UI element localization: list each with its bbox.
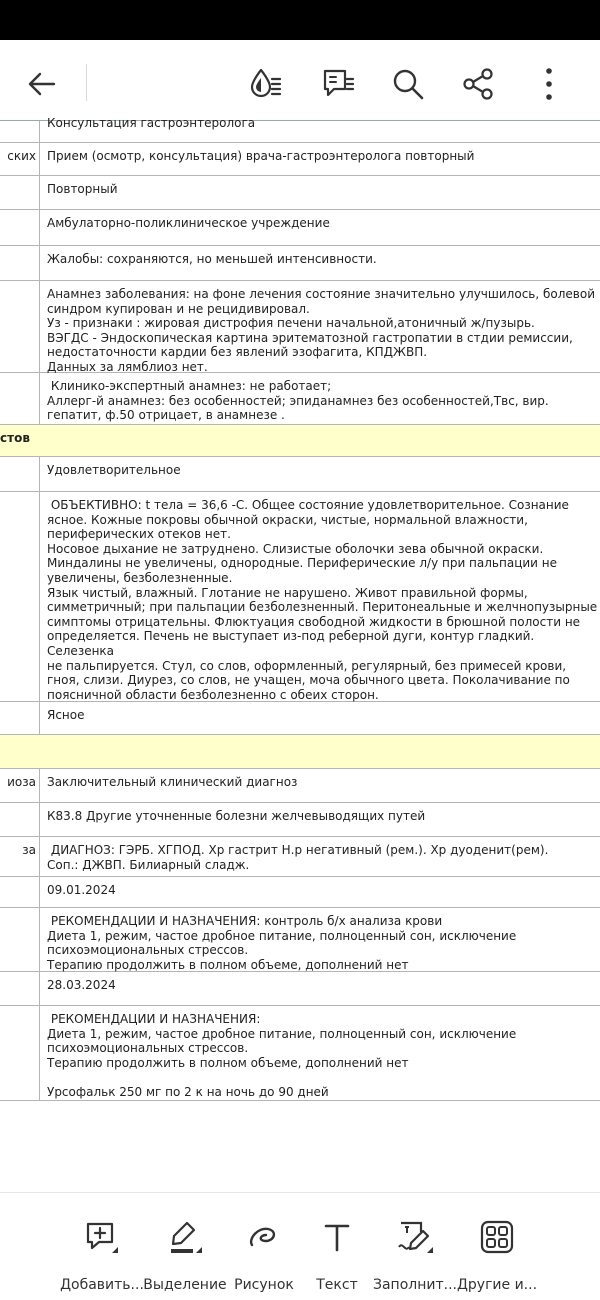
row-label-cell <box>0 176 40 209</box>
row-label-cell <box>0 281 40 372</box>
row-value: Клинико-экспертный анамнез: не работает; Аллерг-й анамнез: без особенностей; эпиданамнез без особенностей,Твс, вир. гепатит, ф.50 отрицает, в анамнезе . <box>47 379 549 423</box>
bottom-toolbar <box>0 1192 600 1300</box>
comment-icon <box>320 66 356 102</box>
row-value: Удовлетворительное <box>47 463 181 477</box>
row-label-cell <box>0 803 40 836</box>
row-value: Заключительный клинический диагноз <box>47 775 298 789</box>
row-value: Жалобы: сохраняются, но меньшей интенсивности. <box>47 252 377 266</box>
tool-label: Заполнит... <box>373 1277 457 1293</box>
more-tools-tool[interactable] <box>448 1213 546 1293</box>
back-button[interactable] <box>20 62 64 106</box>
table-row <box>0 176 600 210</box>
table-row <box>0 769 600 803</box>
row-label-cell <box>0 735 40 768</box>
table-row <box>0 116 600 143</box>
tool-label: Выделение <box>143 1277 227 1293</box>
table-row <box>0 972 600 1006</box>
row-label-cell <box>0 1006 40 1100</box>
row-label-cell <box>0 972 40 1005</box>
table-row <box>0 837 600 877</box>
reader-mode-icon <box>248 66 284 102</box>
row-label-cell <box>0 246 40 280</box>
table-row <box>0 702 600 735</box>
row-value: ОБЪЕКТИВНО: t тела = 36,6 -С. Общее состояние удовлетворительное. Сознание ясное. Кожные покровы обычной окраски, чистые, нормальной влажности, периферических отеков нет. Носовое дыхание не затруднено. Слизистые оболочки зева обычной окраски. Миндалины не увеличены, однородные. Периферические л/у при пальпации не увеличены, безболезненные. Язык чистый, влажный. Глотание не нарушено. Живот правильной формы, симметричный; при пальпации безболезненный. Перитонеальные и желчнопузырные симптомы отрицательны. Флюктуация свободной жидкости в брюшной полости не определяется. Печень не выступает из-под реберной дуги, контур гладкий. Селезенка не пальпируется. Стул, со слов, оформленный, регулярный, без примесей крови, гноя, слизи. Диурез, со слов, не учащен, моча обычного цвета. Поколачивание по поясничной области безболезненно с обеих сторон. <box>47 498 598 702</box>
share-button[interactable] <box>456 62 500 106</box>
text-icon <box>317 1217 357 1257</box>
highlight-icon <box>165 1217 205 1257</box>
row-label-cell <box>0 143 40 175</box>
tool-label: Другие и... <box>456 1277 538 1293</box>
row-value: Прием (осмотр, консультация) врача-гастроэнтеролога повторный <box>47 149 475 163</box>
row-label-cell <box>0 373 40 424</box>
row-label: за <box>22 843 36 857</box>
row-value: Ясное <box>47 708 85 722</box>
draw-icon <box>244 1217 284 1257</box>
row-value: 09.01.2024 <box>47 883 116 897</box>
table-row <box>0 803 600 837</box>
table-row <box>0 1006 600 1101</box>
top-toolbar <box>0 40 600 126</box>
row-label-cell <box>0 769 40 802</box>
document-table <box>0 116 600 1101</box>
share-icon <box>460 66 496 102</box>
row-value: Амбулаторно-поликлиническое учреждение <box>47 216 330 230</box>
table-row <box>0 246 600 281</box>
table-row <box>0 210 600 246</box>
row-label-cell <box>0 210 40 245</box>
row-label-cell <box>0 425 40 456</box>
tool-label: Добавить... <box>60 1277 144 1293</box>
row-label-cell <box>0 877 40 907</box>
add-comment-icon <box>82 1217 122 1257</box>
toolbar-divider <box>86 64 87 101</box>
row-value: 28.03.2024 <box>47 978 116 992</box>
row-label-cell <box>0 492 40 701</box>
table-row <box>0 877 600 908</box>
arrow-left-icon <box>26 68 58 100</box>
row-value: К83.8 Другие уточненные болезни желчевыводящих путей <box>47 809 426 823</box>
row-value: Консультация гастроэнтеролога <box>47 116 256 130</box>
more-vertical-icon <box>539 66 559 102</box>
row-label: ских <box>7 149 36 163</box>
row-value: Анамнез заболевания: на фоне лечения состояние значительно улучшилось, болевой синдром купирован и не рецидивировал. Уз - признаки : жировая дистрофия печени начальной,атоничный ж/пузырь. ВЭГДС - Эндоскопическая картина эритематозной гастропатии в стдии ремиссии, недостаточности кардии без явлений эзофагита, КПДЖВП. Данных за лямблиоз нет. <box>47 287 595 374</box>
table-row <box>0 735 600 769</box>
status-bar <box>0 0 600 40</box>
table-row <box>0 457 600 492</box>
row-label-cell <box>0 908 40 971</box>
row-label-cell <box>0 837 40 876</box>
row-label: стов <box>0 431 30 445</box>
row-label-cell <box>0 121 40 142</box>
row-value: РЕКОМЕНДАЦИИ И НАЗНАЧЕНИЯ: контроль б/х анализа крови Диета 1, режим, частое дробное питание, полноценный сон, исключение психоэмоциональных стрессов. Терапию продолжить в полном объеме, дополнений нет <box>47 914 517 972</box>
reader-mode-button[interactable] <box>244 62 288 106</box>
table-row <box>0 908 600 972</box>
table-row <box>0 492 600 702</box>
tool-label: Текст <box>316 1277 358 1293</box>
row-value: РЕКОМЕНДАЦИИ И НАЗНАЧЕНИЯ: Диета 1, режим, частое дробное питание, полноценный сон, исключение психоэмоциональных стрессов. Терапию продолжить в полном объеме, дополнений нет Урсофальк 250 мг по 2 к на ночь до 90 дней <box>47 1012 517 1099</box>
document-viewer[interactable] <box>0 116 600 1192</box>
table-row <box>0 373 600 425</box>
more-button[interactable] <box>527 62 571 106</box>
row-value: Повторный <box>47 182 118 196</box>
table-row <box>0 425 600 457</box>
tool-label: Рисунок <box>234 1277 294 1293</box>
row-label-cell <box>0 457 40 491</box>
search-icon <box>391 67 425 101</box>
table-row <box>0 281 600 373</box>
comment-button[interactable] <box>316 62 360 106</box>
fill-sign-icon <box>395 1217 435 1257</box>
search-button[interactable] <box>386 62 430 106</box>
table-row <box>0 143 600 176</box>
more-tools-icon <box>477 1217 517 1257</box>
row-label-cell <box>0 702 40 734</box>
row-label: иоза <box>7 775 36 789</box>
row-value: ДИАГНОЗ: ГЭРБ. ХГПОД. Хр гастрит Н.р негативный (рем.). Хр дуоденит(рем). Соп.: ДЖВП. Билиарный сладж. <box>47 843 549 872</box>
